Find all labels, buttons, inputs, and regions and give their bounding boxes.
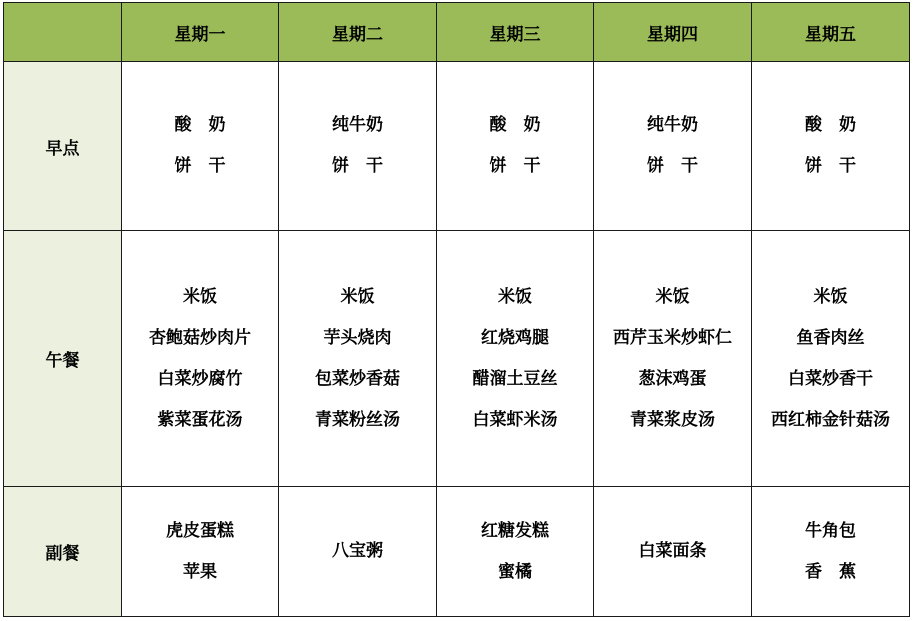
menu-item: 香 蕉 xyxy=(805,561,856,582)
weekly-menu-table xyxy=(3,2,910,617)
menu-item: 白菜炒香干 xyxy=(788,368,873,389)
menu-item: 鱼香肉丝 xyxy=(796,327,865,348)
row-label-extra-meal: 副餐 xyxy=(4,487,122,617)
menu-cell-breakfast-thursday xyxy=(594,62,752,231)
extra-meal-row xyxy=(4,487,910,617)
menu-item: 红烧鸡腿 xyxy=(481,327,549,348)
row-label-breakfast: 早点 xyxy=(4,62,122,231)
menu-item: 米饭 xyxy=(183,286,217,307)
day-header-tuesday: 星期二 xyxy=(279,3,437,62)
menu-item: 酸 奶 xyxy=(489,115,541,135)
day-header-monday: 星期一 xyxy=(122,3,279,62)
row-label-lunch: 午餐 xyxy=(4,231,122,487)
menu-cell-lunch-thursday xyxy=(594,231,752,487)
menu-item: 红糖发糕 xyxy=(481,520,549,541)
day-header-thursday: 星期四 xyxy=(594,3,752,62)
menu-item: 牛角包 xyxy=(805,520,856,541)
menu-item: 青菜浆皮汤 xyxy=(630,409,715,430)
menu-item: 白菜面条 xyxy=(638,541,707,561)
menu-item: 米饭 xyxy=(498,286,532,307)
day-header-friday: 星期五 xyxy=(752,3,910,62)
menu-cell-extra-friday xyxy=(752,487,910,617)
header-row xyxy=(4,3,910,62)
menu-item: 米饭 xyxy=(340,286,375,307)
menu-item: 饼 干 xyxy=(332,156,383,176)
menu-item: 杏鲍菇炒肉片 xyxy=(149,327,251,348)
menu-cell-extra-wednesday xyxy=(437,487,594,617)
menu-item: 芋头烧肉 xyxy=(323,327,392,348)
menu-cell-lunch-wednesday xyxy=(437,231,594,487)
menu-item: 饼 干 xyxy=(805,156,856,176)
menu-item: 纯牛奶 xyxy=(647,115,698,135)
menu-item: 八宝粥 xyxy=(332,541,383,561)
menu-item: 饼 干 xyxy=(174,156,226,176)
lunch-row xyxy=(4,231,910,487)
menu-item: 苹果 xyxy=(183,561,217,582)
menu-cell-breakfast-wednesday xyxy=(437,62,594,231)
menu-item: 米饭 xyxy=(813,286,848,307)
menu-cell-lunch-monday xyxy=(122,231,279,487)
menu-cell-lunch-friday xyxy=(752,231,910,487)
menu-item: 酸 奶 xyxy=(174,115,226,135)
menu-cell-breakfast-friday xyxy=(752,62,910,231)
menu-item: 葱沫鸡蛋 xyxy=(638,368,707,389)
menu-cell-extra-thursday xyxy=(594,487,752,617)
menu-cell-extra-tuesday xyxy=(279,487,437,617)
menu-item: 饼 干 xyxy=(489,156,541,176)
menu-item: 白菜炒腐竹 xyxy=(157,368,243,389)
menu-item: 紫菜蛋花汤 xyxy=(157,409,243,430)
menu-item: 虎皮蛋糕 xyxy=(166,520,234,541)
day-header-wednesday: 星期三 xyxy=(437,3,594,62)
menu-item: 青菜粉丝汤 xyxy=(315,409,400,430)
menu-cell-breakfast-tuesday xyxy=(279,62,437,231)
menu-item: 西芹玉米炒虾仁 xyxy=(613,327,732,348)
menu-item: 西红柿金针菇汤 xyxy=(771,409,890,430)
corner-cell xyxy=(4,3,122,62)
menu-cell-breakfast-monday xyxy=(122,62,279,231)
menu-cell-extra-monday xyxy=(122,487,279,617)
menu-cell-lunch-tuesday xyxy=(279,231,437,487)
menu-item: 醋溜土豆丝 xyxy=(472,368,558,389)
menu-item: 酸 奶 xyxy=(805,115,856,135)
menu-item: 米饭 xyxy=(655,286,690,307)
menu-item: 白菜虾米汤 xyxy=(472,409,558,430)
menu-item: 蜜橘 xyxy=(498,561,532,582)
menu-item: 纯牛奶 xyxy=(332,115,383,135)
menu-item: 包菜炒香菇 xyxy=(315,368,400,389)
breakfast-row xyxy=(4,62,910,231)
menu-item: 饼 干 xyxy=(647,156,698,176)
